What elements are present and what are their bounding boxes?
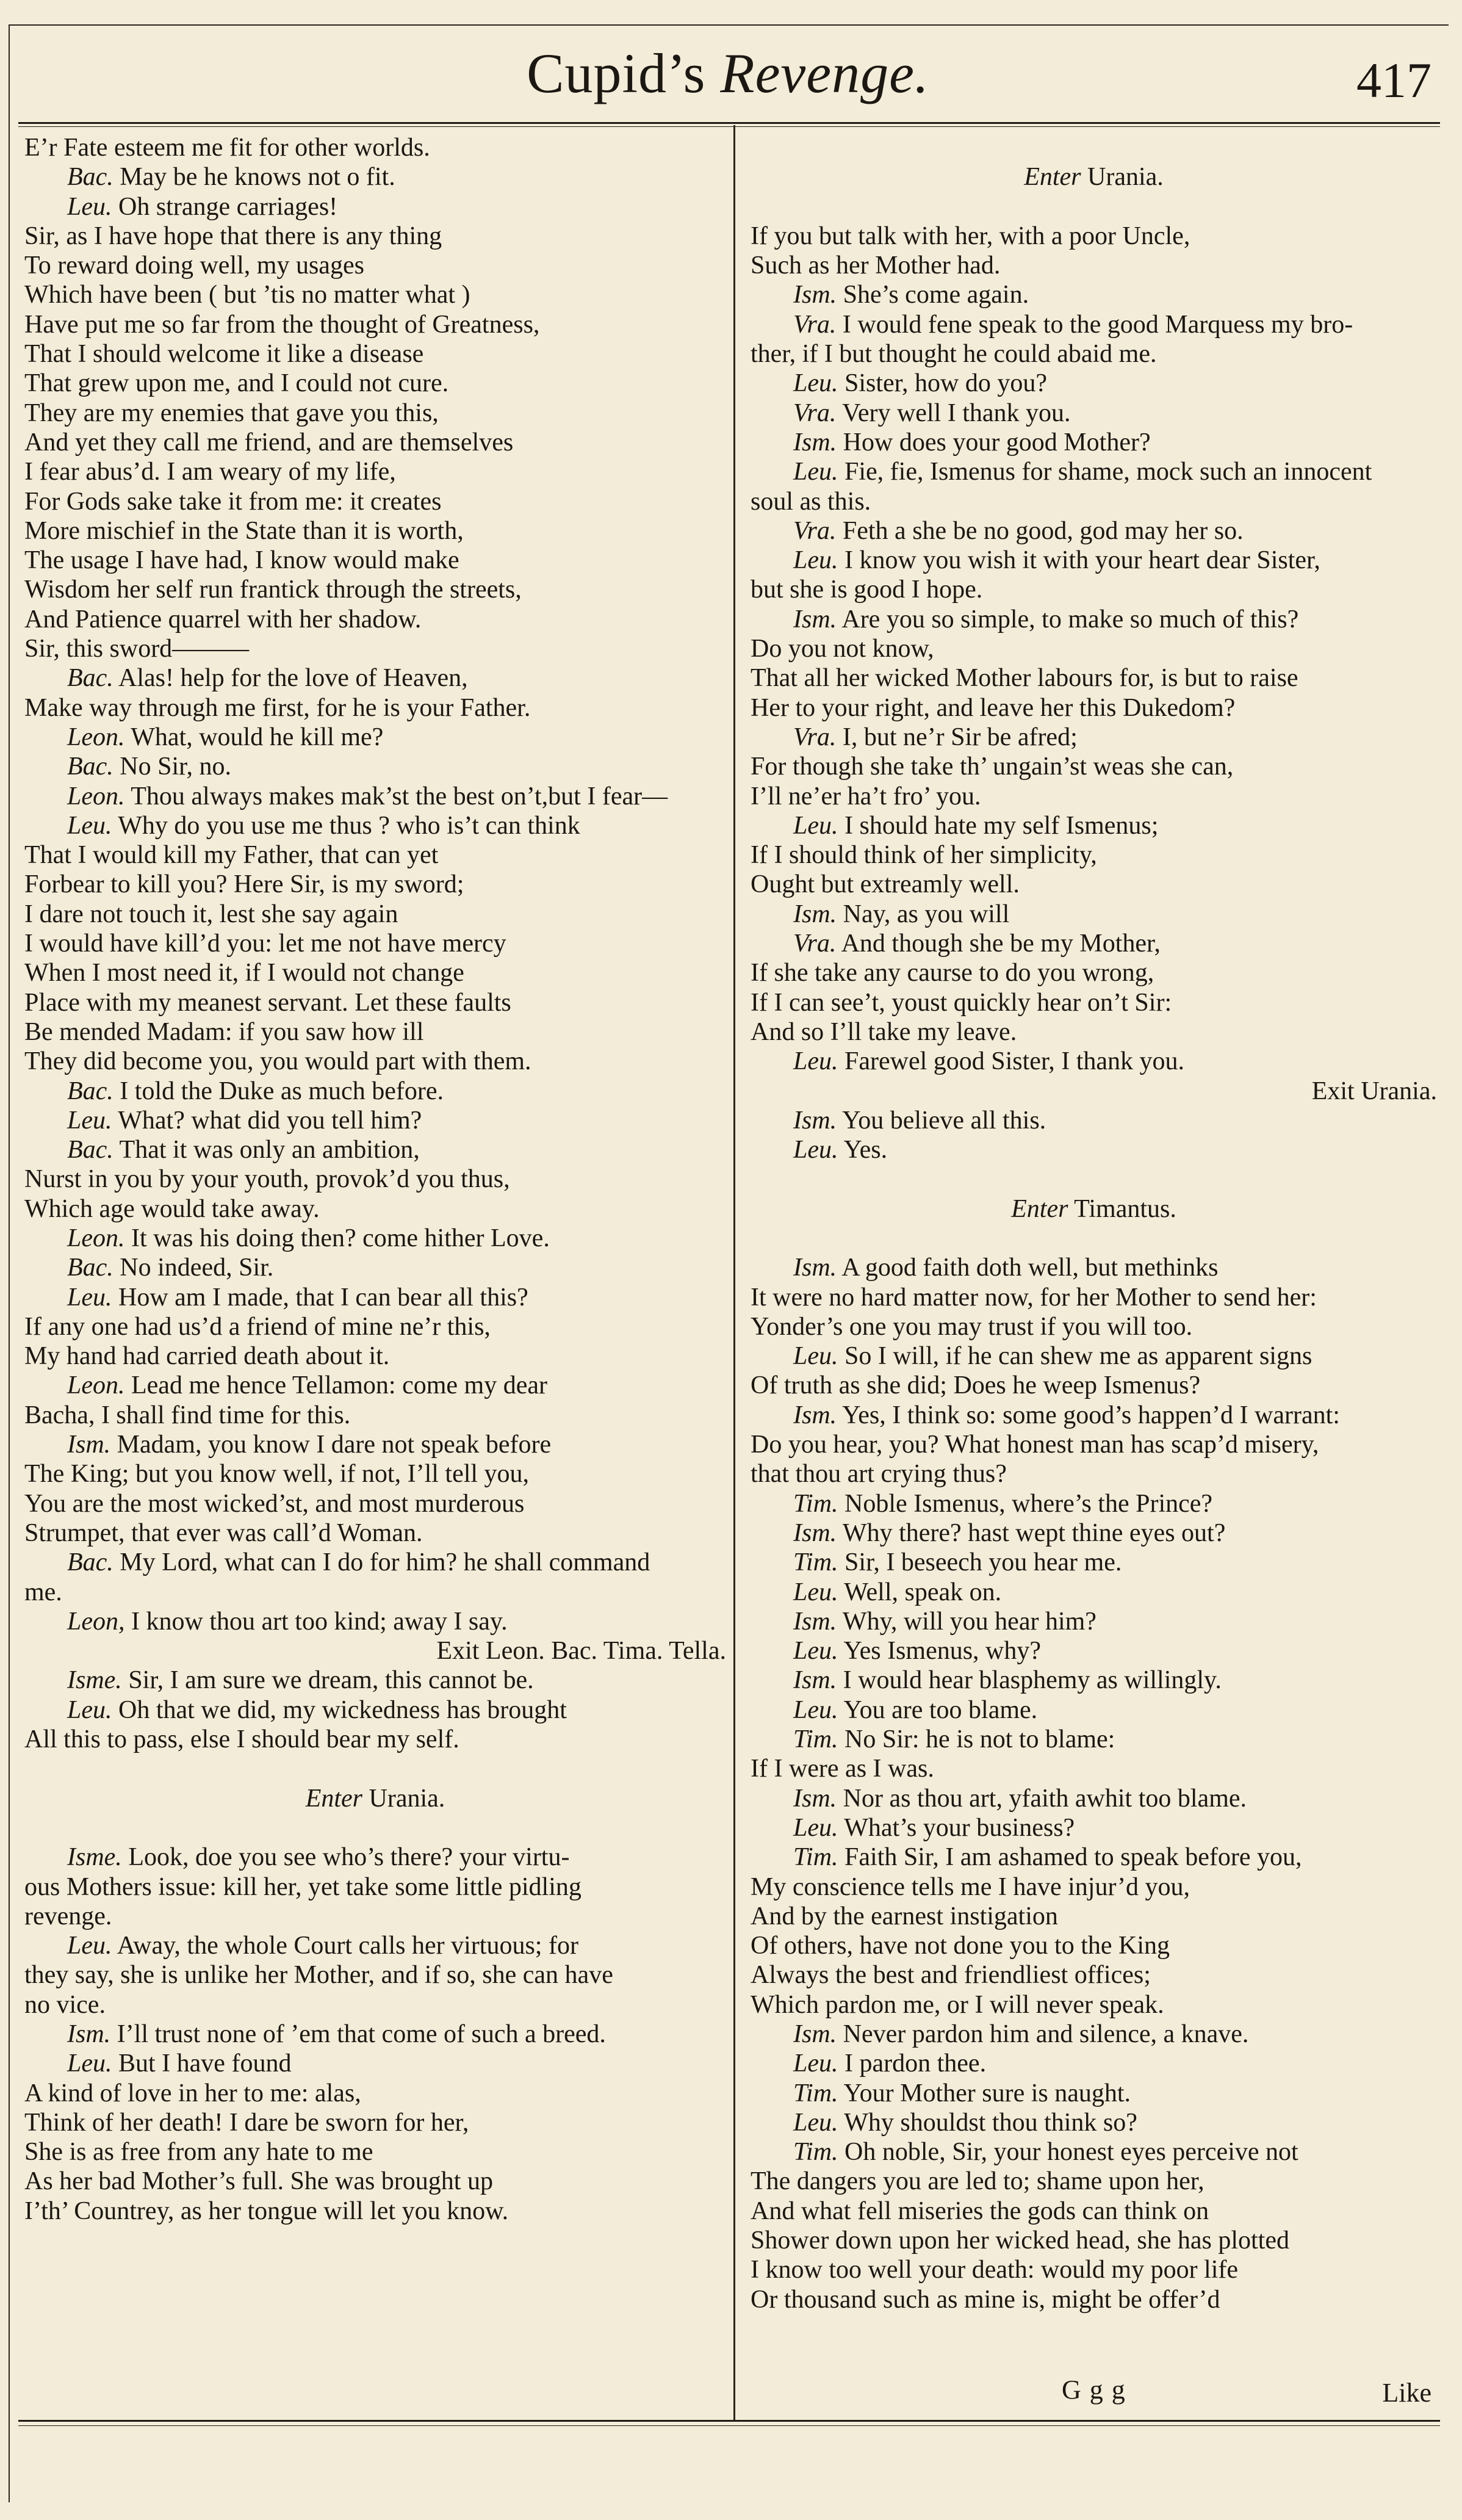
speaker-name: Leu.: [793, 546, 838, 575]
speaker-name: Leu.: [793, 1136, 838, 1164]
speaker-name: Ism.: [793, 1666, 837, 1695]
speaker-name: Vra.: [793, 516, 837, 545]
speech-text: I told the Duke as much before.: [120, 1077, 444, 1105]
speech-text: Farewel good Sister, I thank you.: [844, 1047, 1185, 1076]
speech-line: [751, 1135, 1437, 1164]
speech-line: [751, 457, 1437, 486]
speaker-name: Leu.: [793, 2108, 838, 2137]
speaker-name: Ism.: [793, 428, 837, 457]
speaker-name: Leu.: [793, 1695, 838, 1724]
verse-line: Wisdom her self run frantick through the streets,: [24, 576, 522, 604]
speech-line: [751, 1489, 1437, 1518]
speech-text: Sir, I am sure we dream, this cannot be.: [128, 1666, 534, 1695]
speaker-name: Ism.: [793, 2020, 837, 2048]
stage-direction-exit: Exit Leon. Bac. Tima. Tella.: [436, 1637, 726, 1666]
speech-text: You are too blame.: [843, 1695, 1038, 1724]
speech-line: [751, 1106, 1437, 1135]
speech-line: [24, 1430, 726, 1459]
running-title: [18, 41, 1438, 106]
speech-text: Yes Ismenus, why?: [843, 1637, 1042, 1666]
speech-text: Why there? hast wept thine eyes out?: [842, 1518, 1226, 1547]
blank-line: [751, 192, 1437, 222]
verse-line: Sir, this sword———: [24, 635, 250, 663]
header-rule: [18, 122, 1440, 124]
verse-line: Do you hear, you? What honest man has scap’d misery,: [751, 1431, 1319, 1459]
speech-text: Sir, I beseech you hear me.: [844, 1548, 1122, 1577]
page-number: 417: [1356, 52, 1431, 108]
speech-text: I’ll trust none of ’em that come of such a breed.: [117, 2020, 606, 2048]
speech-line: [751, 546, 1437, 575]
speech-text: Why, will you hear him?: [842, 1607, 1096, 1636]
speaker-name: Vra.: [793, 930, 837, 958]
verse-line: Forbear to kill you? Here Sir, is my sword;: [24, 870, 464, 899]
verse-line: They did become you, you would part with them.: [24, 1047, 531, 1076]
speaker-name: Leu.: [67, 1932, 112, 1960]
speech-line: [24, 1931, 726, 1960]
speech-line: [751, 1607, 1437, 1636]
speaker-name: Bac.: [67, 664, 113, 693]
speech-line: [24, 811, 726, 840]
stage-direction-character: Urania.: [362, 1784, 445, 1813]
speaker-name: Ism.: [793, 605, 837, 634]
speech-line: [751, 1253, 1437, 1282]
speech-line: [24, 1371, 726, 1400]
speech-text: No Sir, no.: [120, 753, 231, 781]
speaker-name: Leu.: [793, 1342, 838, 1371]
speech-line: [751, 1666, 1437, 1695]
speaker-name: Vra.: [793, 310, 837, 339]
speaker-name: Ism.: [793, 1254, 837, 1282]
speech-text: I know you wish it with your heart dear Sister,: [844, 546, 1320, 575]
speaker-name: Tim.: [793, 1843, 838, 1872]
speaker-name: Bac.: [67, 1548, 113, 1577]
speaker-name: Leu.: [67, 1283, 112, 1312]
speaker-name: Tim.: [793, 2079, 838, 2107]
speech-text: I pardon thee.: [844, 2049, 987, 2078]
speech-line: [24, 1695, 726, 1725]
footer-rule-thin: [18, 2425, 1440, 2426]
verse-line: Or thousand such as mine is, might be offer’d: [751, 2285, 1220, 2314]
speaker-name: Leu.: [67, 1695, 112, 1724]
blank-line: [24, 1754, 726, 1783]
speech-line: [751, 605, 1437, 634]
verse-line: I know too well your death: would my poor life: [751, 2256, 1239, 2284]
speech-line: [751, 1341, 1437, 1371]
speech-text: Sister, how do you?: [844, 369, 1047, 398]
speech-text: Alas! help for the love of Heaven,: [118, 664, 468, 693]
speech-text: Noble Ismenus, where’s the Prince?: [844, 1489, 1213, 1518]
speaker-name: Leu.: [67, 192, 112, 221]
speech-text: It was his doing then? come hither Love.: [131, 1224, 550, 1252]
verse-line: All this to pass, else I should bear my self.: [24, 1725, 459, 1754]
speech-text: Lead me hence Tellamon: come my dear: [131, 1371, 547, 1400]
catchword: Like: [1382, 2378, 1431, 2408]
page-frame-top: [9, 24, 1449, 26]
verse-line: My conscience tells me I have injur’d you,: [751, 1872, 1190, 1901]
verse-line: That grew upon me, and I could not cure.: [24, 369, 449, 398]
speech-line: [751, 2108, 1437, 2137]
speaker-name: Leu.: [793, 811, 838, 840]
page-frame-left: [9, 24, 10, 2502]
verse-line: She is as free from any hate to me: [24, 2138, 373, 2167]
speech-line: [751, 310, 1437, 339]
speaker-name: Isme.: [67, 1843, 122, 1872]
verse-line: Of others, have not done you to the King: [751, 1932, 1170, 1960]
verse-line: And Patience quarrel with her shadow.: [24, 605, 422, 634]
verse-line: If you but talk with her, with a poor Uncle,: [751, 222, 1190, 250]
verse-line: Which have been ( but ’tis no matter what ): [24, 281, 470, 309]
speech-line: [24, 162, 726, 192]
speech-text: Oh that we did, my wickedness has brought: [118, 1695, 567, 1724]
stage-direction-character: Timantus.: [1068, 1194, 1176, 1223]
verse-line: Make way through me first, for he is your Father.: [24, 693, 531, 722]
signature-mark: Ggg: [1062, 2375, 1134, 2405]
speech-text: But I have found: [118, 2049, 292, 2078]
speech-line: [24, 1106, 726, 1135]
speaker-name: Leu.: [793, 1578, 838, 1606]
speech-line: [24, 1224, 726, 1253]
speech-text: Yes.: [843, 1136, 888, 1164]
speech-text: Faith Sir, I am ashamed to speak before you,: [844, 1843, 1302, 1872]
verse-line: And by the earnest instigation: [751, 1902, 1058, 1930]
speaker-name: Bac.: [67, 1136, 113, 1164]
speech-line: [24, 1283, 726, 1312]
speech-line: [751, 516, 1437, 546]
speech-line: [751, 1518, 1437, 1548]
speech-line: [751, 1047, 1437, 1076]
speech-text: Well, speak on.: [844, 1578, 1002, 1606]
speaker-name: Ism.: [793, 1518, 837, 1547]
speech-text: May be he knows not o fit.: [120, 163, 395, 192]
speech-text: Nor as thou art, yfaith awhit too blame.: [843, 1784, 1247, 1813]
verse-line: they say, she is unlike her Mother, and if so, she can have: [24, 1961, 613, 1990]
verse-line: Be mended Madam: if you saw how ill: [24, 1017, 424, 1046]
speech-line: [751, 280, 1437, 309]
verse-line: Bacha, I shall find time for this.: [24, 1401, 351, 1429]
verse-line: For Gods sake take it from me: it creates: [24, 487, 442, 516]
verse-line: Place with my meanest servant. Let these faults: [24, 988, 511, 1017]
speaker-name: Leon.: [67, 1224, 125, 1252]
speech-line: [24, 1843, 726, 1872]
speaker-name: Ism.: [793, 1401, 837, 1429]
verse-line: Always the best and friendliest offices;: [751, 1961, 1151, 1990]
speech-text: So I will, if he can shew me as apparent signs: [844, 1342, 1313, 1371]
speech-text: Oh strange carriages!: [118, 192, 338, 221]
stage-direction-keyword: Enter: [1011, 1194, 1068, 1223]
verse-line: ther, if I but thought he could abaid me.: [751, 340, 1157, 369]
verse-line: If she take any caurse to do you wrong,: [751, 959, 1154, 987]
speaker-name: Leu.: [793, 1813, 838, 1842]
blank-line: [24, 1813, 726, 1843]
verse-line: Do you not know,: [751, 635, 934, 663]
speech-line: [751, 369, 1437, 398]
speech-text: I know thou art too kind; away I say.: [131, 1607, 508, 1636]
speech-text: You believe all this.: [842, 1106, 1046, 1135]
speaker-name: Leu.: [67, 1106, 112, 1135]
speech-line: [751, 428, 1437, 457]
stage-direction-enter: [751, 162, 1437, 192]
verse-line: Her to your right, and leave her this Dukedom?: [751, 693, 1236, 722]
speaker-name: Ism.: [793, 900, 837, 928]
verse-line: That I would kill my Father, that can yet: [24, 841, 439, 870]
verse-line: me.: [24, 1578, 62, 1606]
header-rule-thin: [18, 126, 1440, 127]
speech-text: A good faith doth well, but methinks: [841, 1254, 1219, 1282]
verse-line: Which age would take away.: [24, 1194, 320, 1223]
speaker-name: Leon.: [67, 723, 125, 751]
verse-line: I’ll ne’er ha’t fro’ you.: [751, 782, 981, 811]
speaker-name: Leon.: [67, 1371, 125, 1400]
verse-line: Have put me so far from the thought of Greatness,: [24, 310, 540, 339]
speech-line: [751, 1784, 1437, 1813]
speech-text: I should hate my self Ismenus;: [844, 811, 1159, 840]
verse-line: revenge.: [24, 1902, 112, 1930]
speaker-name: Ism.: [793, 1106, 837, 1135]
footer-rule: [18, 2420, 1440, 2422]
verse-line: Shower down upon her wicked head, she has plotted: [751, 2226, 1289, 2255]
verse-line: ous Mothers issue: kill her, yet take some little pidling: [24, 1872, 582, 1901]
speech-text: Thou always makes mak’st the best on’t,but I fear—: [131, 782, 668, 811]
speech-line: [751, 929, 1437, 958]
running-title-roman: Cupid’s: [527, 42, 721, 104]
speaker-name: Ism.: [67, 1431, 111, 1459]
speech-line: [751, 1636, 1437, 1666]
speech-text: How am I made, that I can bear all this?: [118, 1283, 528, 1312]
verse-line: My hand had carried death about it.: [24, 1342, 390, 1371]
stage-direction-enter: [24, 1784, 726, 1813]
verse-line: That all her wicked Mother labours for, is but to raise: [751, 664, 1298, 693]
speaker-name: Isme.: [67, 1666, 122, 1695]
speech-line: [24, 2020, 726, 2049]
speech-line: [24, 1666, 726, 1695]
speech-text: My Lord, what can I do for him? he shall command: [120, 1548, 650, 1577]
verse-line: E’r Fate esteem me fit for other worlds.: [24, 134, 430, 162]
speaker-name: Vra.: [793, 723, 837, 751]
speech-text: Very well I thank you.: [842, 399, 1071, 427]
speech-text: How does your good Mother?: [843, 428, 1151, 457]
speech-line: [751, 811, 1437, 840]
speech-text: Oh noble, Sir, your honest eyes perceive not: [844, 2138, 1298, 2167]
speaker-name: Bac.: [67, 753, 113, 781]
stage-direction-keyword: Enter: [305, 1784, 363, 1813]
speech-line: [24, 1077, 726, 1106]
speech-line: [751, 2049, 1437, 2078]
verse-line: If I should think of her simplicity,: [751, 841, 1097, 870]
speech-text: And though she be my Mother,: [841, 930, 1161, 958]
speech-line: [24, 782, 726, 811]
speech-line: [751, 2137, 1437, 2167]
speech-text: Never pardon him and silence, a knave.: [843, 2020, 1249, 2048]
speech-line: [24, 1135, 726, 1164]
speaker-name: Leu.: [793, 2049, 838, 2078]
speaker-name: Leu.: [67, 811, 112, 840]
speech-text: What’s your business?: [844, 1813, 1075, 1842]
speaker-name: Ism.: [793, 281, 837, 309]
speaker-name: Leu.: [67, 2049, 112, 2078]
speech-line: [751, 1548, 1437, 1577]
verse-line: but she is good I hope.: [751, 576, 983, 604]
blank-line: [751, 133, 1437, 162]
speech-text: Your Mother sure is naught.: [843, 2079, 1131, 2107]
speech-line: [751, 900, 1437, 929]
verse-line: Nurst in you by your youth, provok’d you thus,: [24, 1165, 510, 1194]
speaker-name: Bac.: [67, 1077, 113, 1105]
speech-text: Yes, I think so: some good’s happen’d I warrant:: [842, 1401, 1340, 1429]
speech-text: What, would he kill me?: [131, 723, 384, 751]
verse-line: And what fell miseries the gods can think on: [751, 2197, 1209, 2225]
running-header: [18, 34, 1438, 125]
speaker-name: Ism.: [793, 1784, 837, 1813]
speech-text: Why shouldst thou think so?: [844, 2108, 1137, 2137]
verse-line: soul as this.: [751, 487, 871, 516]
speaker-name: Tim.: [793, 1548, 838, 1577]
verse-line: You are the most wicked’st, and most murderous: [24, 1489, 525, 1518]
speech-text: Why do you use me thus ? who is’t can think: [118, 811, 580, 840]
speaker-name: Vra.: [793, 399, 837, 427]
verse-line: Ought but extreamly well.: [751, 870, 1020, 899]
speech-line: [751, 2020, 1437, 2049]
verse-line: It were no hard matter now, for her Mother to send her:: [751, 1283, 1317, 1312]
speech-line: [751, 723, 1437, 752]
verse-line: I’th’ Countrey, as her tongue will let you know.: [24, 2197, 509, 2225]
speech-line: [751, 399, 1437, 428]
verse-line: If I were as I was.: [751, 1755, 934, 1783]
speaker-name: Leu.: [793, 1047, 838, 1076]
speaker-name: Tim.: [793, 1725, 838, 1754]
speech-line: [24, 1607, 726, 1636]
speech-text: Look, doe you see who’s there? your virtu-: [128, 1843, 570, 1872]
verse-line: To reward doing well, my usages: [24, 251, 364, 280]
speech-line: [24, 1253, 726, 1282]
speech-line: [24, 752, 726, 781]
speaker-name: Leu.: [793, 369, 838, 398]
verse-line: And so I’ll take my leave.: [751, 1017, 1017, 1046]
speech-text: Are you so simple, to make so much of this?: [841, 605, 1299, 634]
speech-line: [24, 663, 726, 693]
column-divider: [733, 125, 735, 2420]
speaker-name: Leu.: [793, 458, 838, 486]
verse-line: When I most need it, if I would not change: [24, 959, 464, 987]
speaker-name: Tim.: [793, 1489, 838, 1518]
speaker-name: Leon.: [67, 782, 125, 811]
verse-line: Sir, as I have hope that there is any thing: [24, 222, 442, 250]
speaker-name: Leu.: [793, 1637, 838, 1666]
speech-text: Away, the whole Court calls her virtuous; for: [117, 1932, 578, 1960]
verse-line: Such as her Mother had.: [751, 251, 1001, 280]
verse-line: Of truth as she did; Does he weep Ismenus?: [751, 1371, 1201, 1400]
speech-line: [24, 2049, 726, 2078]
verse-line: I dare not touch it, lest she say again: [24, 900, 398, 928]
verse-line: And yet they call me friend, and are themselves: [24, 428, 514, 457]
speech-text: She’s come again.: [843, 281, 1029, 309]
verse-line: no vice.: [24, 1990, 106, 2019]
verse-line: I would have kill’d you: let me not have mercy: [24, 930, 506, 958]
speech-text: Madam, you know I dare not speak before: [117, 1431, 552, 1459]
speech-line: [751, 1695, 1437, 1725]
speech-line: [751, 1725, 1437, 1754]
right-column: [751, 133, 1437, 2314]
speech-text: Fie, fie, Ismenus for shame, mock such an innocent: [844, 458, 1372, 486]
speech-text: Nay, as you will: [843, 900, 1010, 928]
verse-line: I fear abus’d. I am weary of my life,: [24, 458, 396, 486]
speaker-name: Bac.: [67, 163, 113, 192]
verse-line: that thou art crying thus?: [751, 1460, 1007, 1489]
speaker-name: Leon,: [67, 1607, 125, 1636]
verse-line: They are my enemies that gave you this,: [24, 399, 439, 427]
stage-direction-enter: [751, 1194, 1437, 1224]
speech-text: I, but ne’r Sir be afred;: [842, 723, 1078, 751]
speaker-name: Ism.: [793, 1607, 837, 1636]
speech-text: What? what did you tell him?: [118, 1106, 422, 1135]
verse-line: The dangers you are led to; shame upon her,: [751, 2167, 1205, 2196]
verse-line: As her bad Mother’s full. She was brought up: [24, 2167, 493, 2196]
verse-line: The usage I have had, I know would make: [24, 546, 459, 575]
speaker-name: Ism.: [67, 2020, 111, 2048]
speech-text: That it was only an ambition,: [119, 1136, 420, 1164]
speech-line: [751, 1578, 1437, 1607]
stage-direction-character: Urania.: [1081, 163, 1164, 192]
speech-text: I would hear blasphemy as willingly.: [843, 1666, 1222, 1695]
verse-line: A kind of love in her to me: alas,: [24, 2079, 361, 2107]
speech-text: No Sir: he is not to blame:: [844, 1725, 1115, 1754]
speaker-name: Bac.: [67, 1254, 113, 1282]
speech-line: [24, 192, 726, 222]
verse-line: For though she take th’ ungain’st weas she can,: [751, 753, 1234, 781]
speech-line: [751, 1813, 1437, 1843]
speech-line: [751, 1401, 1437, 1430]
blank-line: [751, 1164, 1437, 1194]
speech-text: Feth a she be no good, god may her so.: [842, 516, 1244, 545]
verse-line: If any one had us’d a friend of mine ne’r this,: [24, 1312, 491, 1341]
speech-text: I would fene speak to the good Marquess my bro-: [842, 310, 1353, 339]
stage-direction-exit: Exit Urania.: [1311, 1077, 1437, 1105]
blank-line: [751, 1224, 1437, 1253]
verse-line: Which pardon me, or I will never speak.: [751, 1990, 1164, 2019]
running-title-italic: Revenge.: [720, 42, 929, 104]
verse-line: The King; but you know well, if not, I’ll tell you,: [24, 1460, 530, 1489]
verse-line: If I can see’t, youst quickly hear on’t Sir:: [751, 988, 1172, 1017]
speech-text: No indeed, Sir.: [120, 1254, 274, 1282]
verse-line: More mischief in the State than it is worth,: [24, 516, 464, 545]
speaker-name: Tim.: [793, 2138, 838, 2167]
speech-line: [24, 723, 726, 752]
verse-line: Yonder’s one you may trust if you will too.: [751, 1312, 1193, 1341]
speech-line: [751, 2079, 1437, 2108]
verse-line: Think of her death! I dare be sworn for her,: [24, 2108, 469, 2137]
speech-line: [751, 1843, 1437, 1872]
speech-line: [24, 1548, 726, 1577]
verse-line: That I should welcome it like a disease: [24, 340, 424, 369]
verse-line: Strumpet, that ever was call’d Woman.: [24, 1518, 423, 1547]
stage-direction-keyword: Enter: [1024, 163, 1081, 192]
left-column: [24, 133, 726, 2226]
